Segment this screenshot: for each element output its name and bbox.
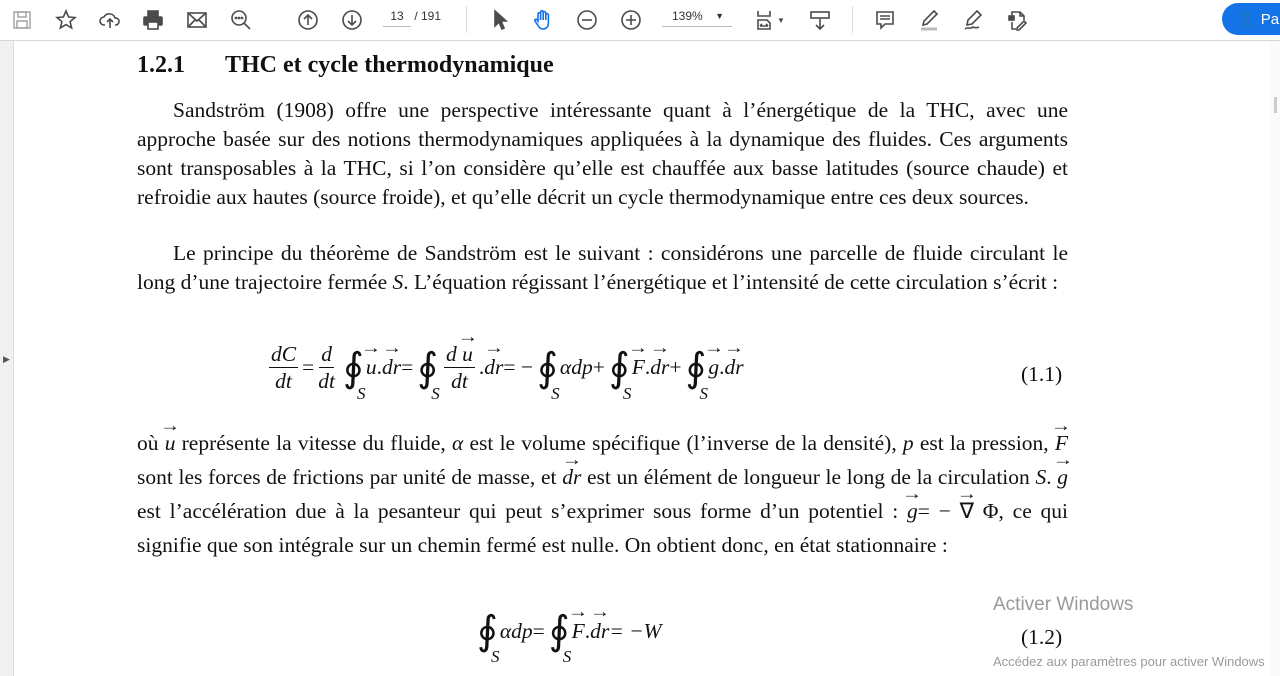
contour-integral: ∮ S [537, 344, 560, 403]
math-S: S [1035, 465, 1047, 489]
vector-dr: → dr [484, 355, 503, 380]
left-panel-toggle[interactable] [0, 41, 14, 676]
windows-activation-subtitle: Accédez aux paramètres pour activer Windows [993, 654, 1265, 669]
contour-integral: ∮ S [477, 608, 500, 666]
vector-dr: → dr [724, 355, 743, 380]
rhs-W: = −W [609, 618, 662, 643]
email-icon[interactable] [183, 6, 211, 34]
equals: = [302, 355, 315, 379]
vector-dr: → dr [382, 355, 401, 380]
windows-activation-title: Activer Windows [993, 594, 1134, 615]
equation-1-2: ∮ S αdp = ∮ S → F . → dr = −W [473, 611, 662, 651]
contour-integral: ∮ S [342, 344, 366, 403]
sign-icon[interactable] [959, 6, 987, 34]
paragraph-1: Sandström (1908) offre une perspective intéressante quant à l’énergétique de la THC, avec une approche basée sur des notions thermodynamiques appliquées à la dynamique des fluides. Ces arguments sont transposables à la THC, si l’on considère qu’elle est chauffée aux basse latitudes (source chaude) et refroidie aux hautes (source froide), et qu’elle décrit un cycle thermodynamique entre ces deux sources. [137, 98, 1068, 209]
select-cursor-icon[interactable] [486, 6, 514, 34]
numerator: d → u [444, 341, 475, 368]
page-navigator [383, 9, 441, 27]
text: . L’équation régissant l’énergétique et l’intensité de cette circulation s’écrit : [403, 270, 1059, 294]
divider [852, 6, 853, 33]
paragraph-3: où → u représente la vitesse du fluide, α est le volume spécifique (l’inverse de la densité), p est la pression, → F sont les forces de frictions par unité de masse, et → dr est un élément de longueur le long de la circulation S. → g est l’accélération due à la pesanteur qui peut s’exprimer sous forme d’un potentiel : → g= − → ∇ Φ, ce qui signifie que son intégrale sur un chemin fermé est nulle. On obtient donc, en état stationnaire : [137, 426, 1068, 562]
vector-F: → F [1055, 426, 1068, 460]
expand-arrow-icon: ▶ [3, 354, 10, 364]
page-number-input[interactable]: 13 [383, 9, 411, 27]
print-icon[interactable] [139, 6, 167, 34]
fraction-dC-dt [269, 341, 298, 394]
contour-integral: ∮ S [685, 344, 708, 403]
section-number: 1.2.1 [137, 52, 185, 78]
equation-number: (1.2) [1021, 625, 1063, 649]
contour-integral: ∮ S [548, 608, 572, 666]
chevron-down-icon: ▼ [715, 11, 724, 21]
vector-g: → g [907, 494, 918, 528]
zoom-out-icon[interactable] [573, 6, 601, 34]
denominator: dt [318, 369, 335, 393]
zoom-level-select[interactable] [662, 9, 732, 27]
page-total: / 191 [414, 9, 442, 23]
equals: = [401, 355, 414, 379]
text: Le principe du théorème de Sandström est le suivant : considérons une parcelle de fluide circulant le long d’une trajectoire fermée [137, 241, 1068, 294]
contour-integral: ∮ S [608, 344, 632, 403]
numerator: dC [271, 342, 297, 366]
highlight-icon[interactable] [915, 6, 943, 34]
fraction-du-dt [444, 341, 475, 394]
plus: + [669, 355, 682, 379]
equation-1-1: $\frac{dC}{dt}$ = $\frac{d}{dt}$ ∮ S → u . → dr = ∮ S $\frac{d \to u}{dt}$ . → dr = − ∮ S αdp + ∮ S → F . → dr + ∮ S → g . → dr [265, 341, 744, 394]
alpha-dp: αdp [499, 618, 533, 643]
comment-icon[interactable] [871, 6, 899, 34]
alpha-dp: αdp [559, 355, 593, 379]
find-icon[interactable] [227, 6, 255, 34]
section-title: THC et cycle thermodynamique [225, 52, 554, 78]
upload-cloud-icon[interactable] [96, 6, 124, 34]
edit-pdf-icon[interactable] [1003, 6, 1031, 34]
denominator: dt [275, 369, 292, 393]
hand-tool-icon[interactable] [529, 6, 557, 34]
dot: . [376, 355, 382, 379]
scrollbar-thumb[interactable] [1274, 97, 1277, 113]
add-user-icon: 👤 [1236, 11, 1255, 28]
share-button[interactable] [1222, 3, 1280, 35]
page-down-icon[interactable] [338, 6, 366, 34]
vector-F: → F [632, 355, 645, 380]
vector-g: → g [708, 355, 719, 380]
zoom-in-icon[interactable] [617, 6, 645, 34]
scrollbar[interactable] [1270, 41, 1280, 676]
scroll-mode-icon[interactable] [806, 6, 834, 34]
page-up-icon[interactable] [294, 6, 322, 34]
denominator: dt [451, 369, 468, 393]
numerator: d [321, 342, 332, 366]
equals: = [532, 618, 545, 643]
vector-nabla: → ∇ [960, 494, 974, 528]
share-label: Pa [1260, 10, 1280, 28]
toolbar [0, 0, 1280, 41]
paragraph-2 [137, 239, 1068, 297]
vector-u: → u [165, 426, 176, 460]
fit-page-icon[interactable]: ▼ [752, 6, 788, 34]
plus: + [592, 355, 605, 379]
math-alpha: α [452, 431, 464, 455]
vector-dr: → dr [590, 619, 609, 644]
math-S: S [392, 270, 404, 294]
vector-F: → F [572, 619, 585, 644]
divider [466, 6, 467, 33]
math-p: p [902, 431, 914, 455]
fraction-d-dt [318, 341, 335, 394]
equation-number: (1.1) [1021, 362, 1063, 386]
minus: = − [503, 355, 534, 379]
vector-g: → g [1057, 460, 1068, 494]
bookmark-star-icon[interactable] [52, 6, 80, 34]
zoom-level: 139% [672, 9, 703, 23]
vector-u: → u [366, 355, 377, 380]
vector-dr: → dr [562, 460, 581, 494]
section-heading [137, 52, 554, 79]
vector-dr: → dr [650, 355, 669, 380]
save-icon[interactable] [8, 6, 36, 34]
contour-integral: ∮ S [417, 344, 440, 403]
